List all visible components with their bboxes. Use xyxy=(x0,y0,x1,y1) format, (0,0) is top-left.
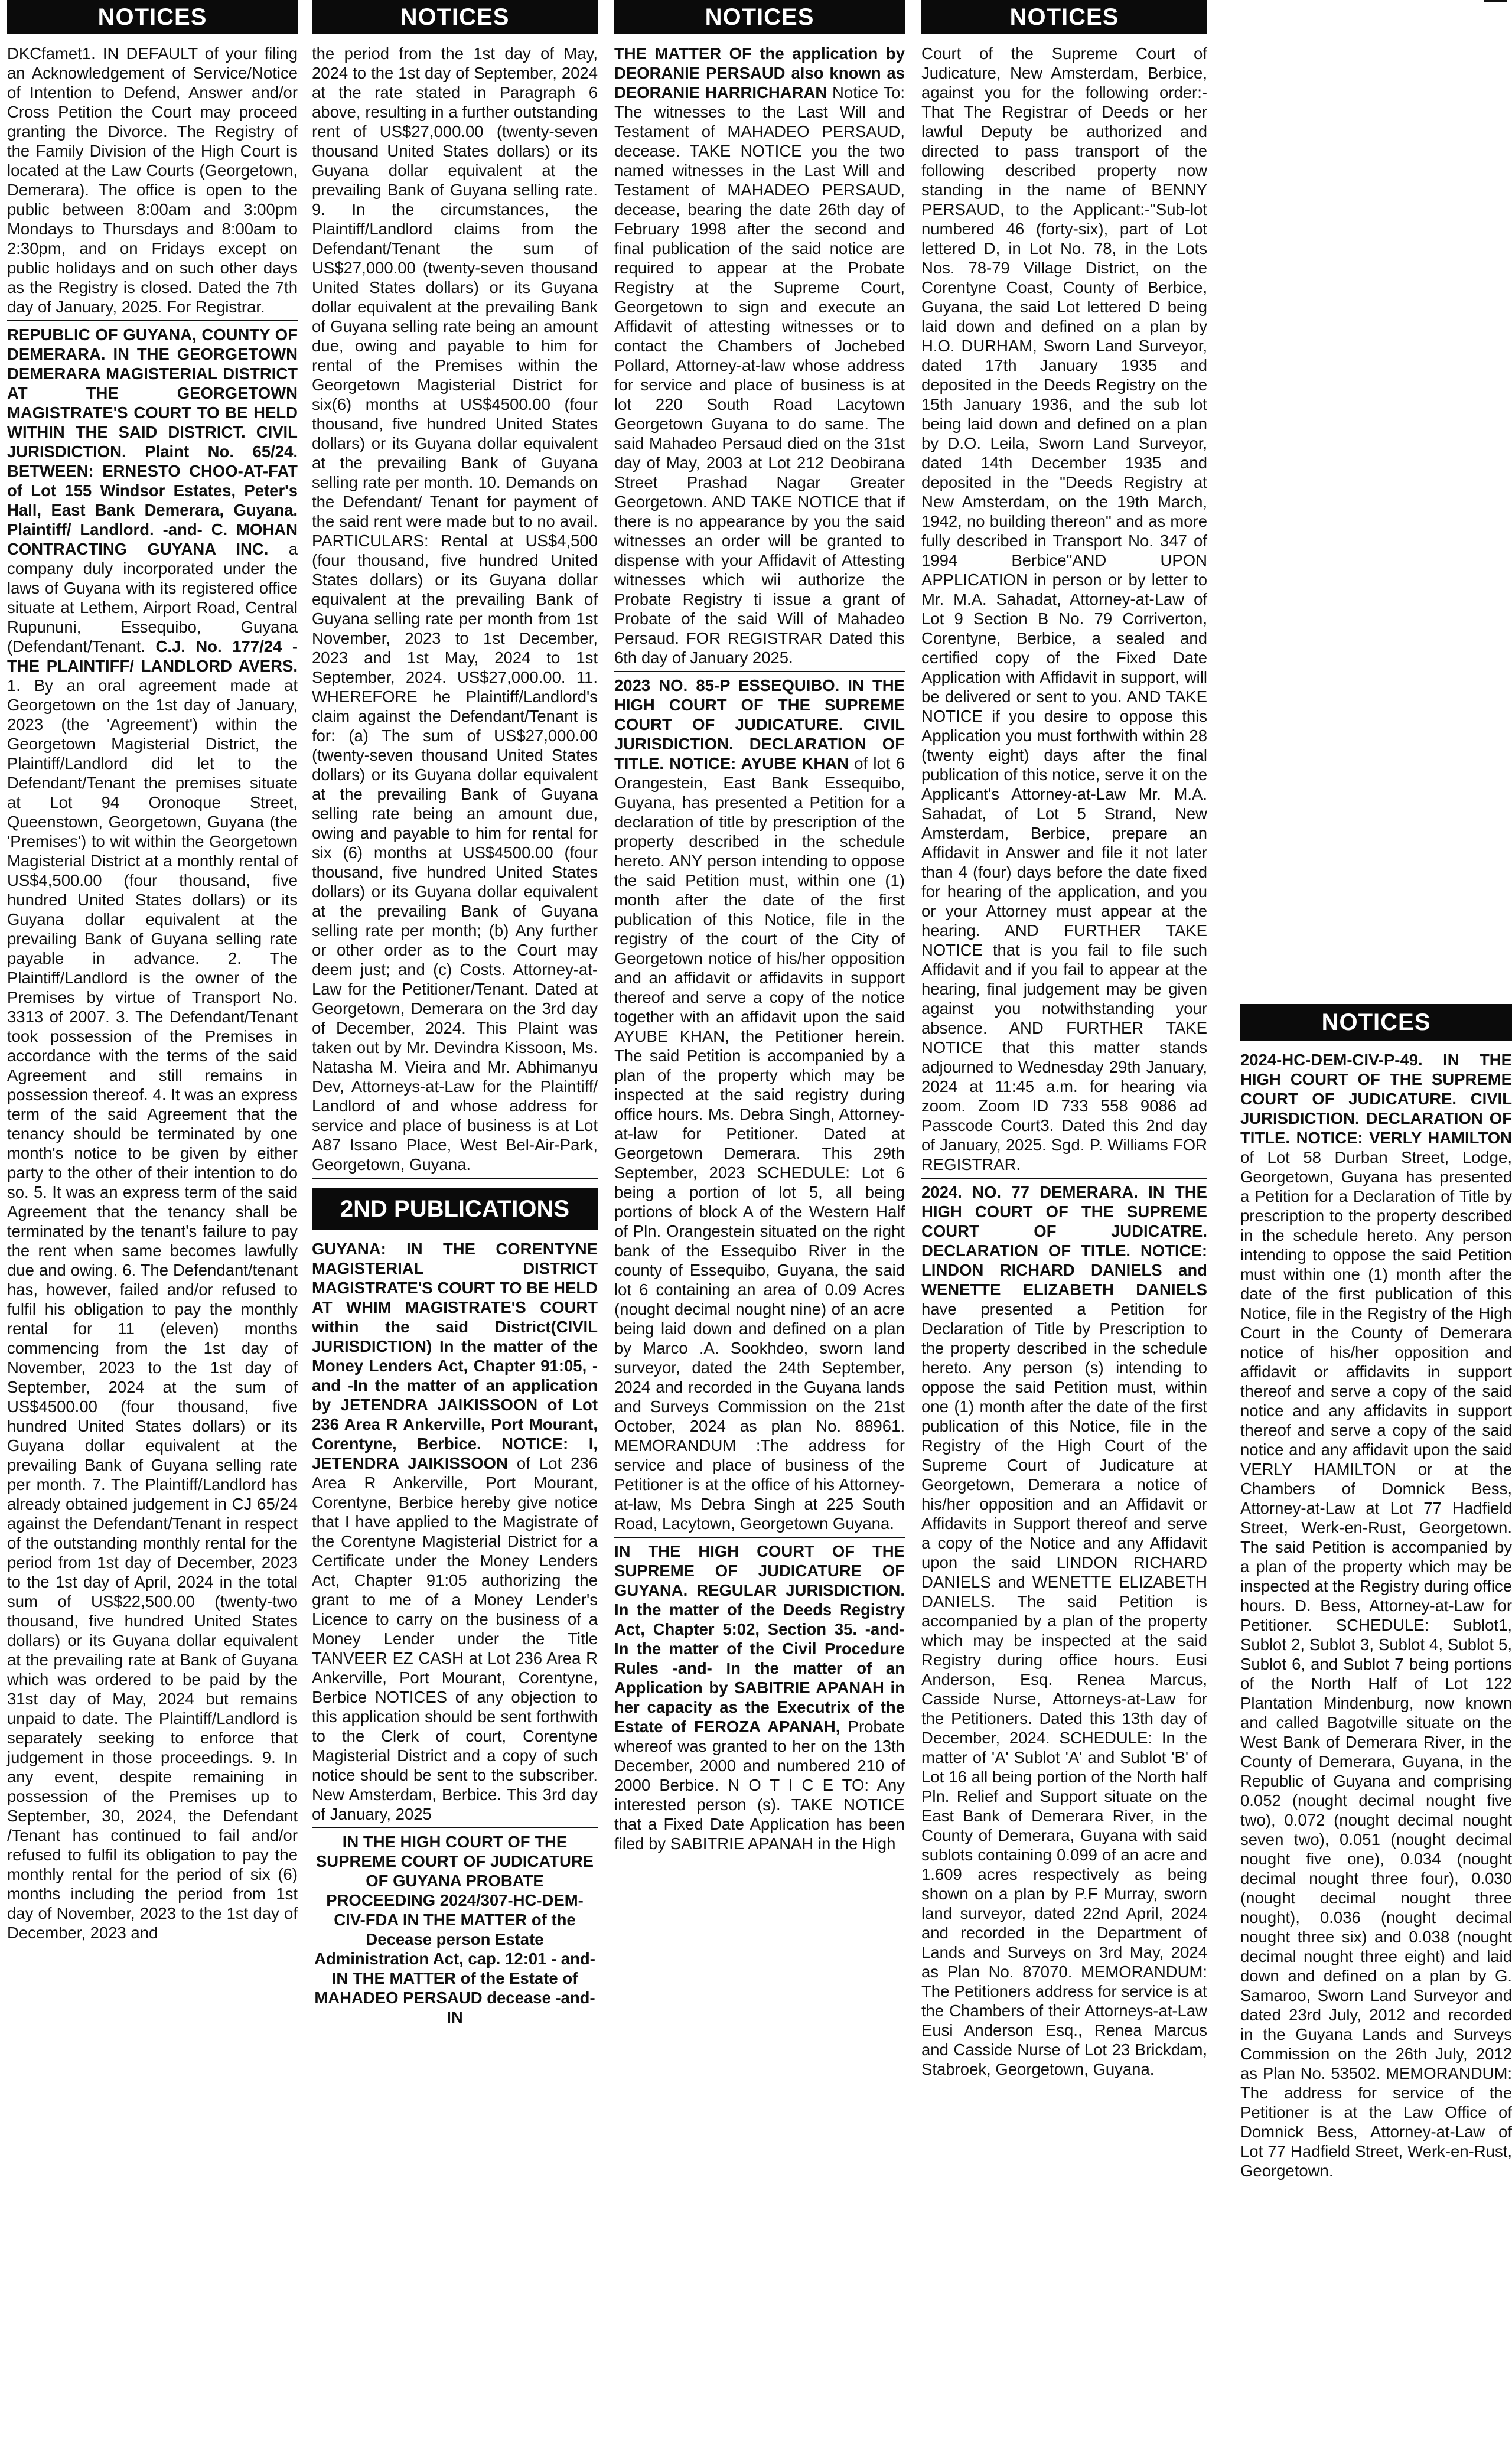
notice-plaint-continuation: the period from the 1st day of May, 2024 to the 1st day of September, 2024 at the rate stated in Paragraph 6 above, resulting in a further outstanding rent of US$27,000.00 (twenty-seven thousand United States dollars) or its Guyana dollar equivalent at the prevailing Bank of Guyana selling rate. 9. In the circumstances, the Plaintiff/Landlord claims from the Defendant/Tenant the sum of US$27,000.00 (twenty-seven thousand United States dollars) or its Guyana dollar equivalent at the prevailing Bank of Guyana selling rate being an amount due, owing and payable to him for rental of the Premises within the Georgetown Magisterial District for six(6) months at US$4500.00 (four thousand, five hundred United States dollars) or its Guyana dollar equivalent at the prevailing Bank of Guyana selling rate per month. 10. Demands on the Defendant/ Tenant for payment of the said rent were made but to no avail. PARTICULARS: Rental at US$4,500 (four thousand, five hundred United States dollars) or its Guyana dollar equivalent at the prevailing Bank of Guyana selling rate per month from 1st November, 2023 to 1st December, 2023 and 1st May, 2024 to 1st September, 2024. US$27,000.00. 11. WHEREFORE he Plaintiff/Landlord's claim against the Defendant/Tenant is for: (a) The sum of US$27,000.00 (twenty-seven thousand United States dollars) or its Guyana dollar equivalent at the prevailing Bank of Guyana selling rate being an amount due, owing and payable to him for rental for six (6) months at US$4500.00 (four thousand, five hundred United States dollars) or its Guyana dollar equivalent at the prevailing Bank of Guyana selling rate per month; (b) Any further or other order as to the Court may deem just; and (c) Costs. Attorney-at-Law for the Petitioner/Tenant. Dated at Georgetown, Demerara on the 3rd day of December, 2024. This Plaint was taken out by Mr. Devindra Kissoon, Ms. Natasha M. Vieira and Mr. Abhimanyu Dev, Attorneys-at-Law for the Plaintiff/ Landlord of and whose address for service and place of business is at Lot A87 Issano Place, West Bel-Air-Park, Georgetown, Guyana. xyxy=(312,44,598,1179)
notice-heading: REPUBLIC OF GUYANA, COUNTY OF DEMERARA. IN THE GEORGETOWN DEMERARA MAGISTERIAL DISTRICT AT THE GEORGETOWN MAGISTRATE'S COURT TO BE HELD WITHIN THE SAID DISTRICT. CIVIL JURISDICTION. Plaint No. 65/24. BETWEEN: ERNESTO CHOO-AT-FAT of Lot 155 Windsor Estates, Peter's Hall, East Bank Demerara, Guyana. Plaintiff/ Landlord. -and- C. MOHAN CONTRACTING GUYANA INC. xyxy=(7,325,298,558)
notice-heading: 2023 NO. 85-P ESSEQUIBO. IN THE HIGH COURT OF THE SUPREME COURT OF JUDICATURE. CIVIL JURISDICTION. DECLARATION OF TITLE. NOTICE: AYUBE KHAN xyxy=(614,676,905,772)
notice-probate-deoranie xyxy=(614,44,905,672)
top-right-rule xyxy=(1484,0,1507,2)
section-header-notices: NOTICES xyxy=(312,0,598,34)
column-3 xyxy=(614,0,905,1860)
notice-fixed-date-application: Court of the Supreme Court of Judicature, New Amsterdam, Berbice, against you for the following order:- That The Registrar of Deeds or her lawful Deputy be authorized and directed to pass transport of the following described property now standing in the name of BENNY PERSAUD, to the Applicant:-"Sub-lot numbered 46 (forty-six), part of Lot lettered D, in Lot No. 78, in the Lots Nos. 78-79 Village District, on the Corentyne Coast, County of Berbice, Guyana, the said Lot lettered D being laid down and defined on a plan by H.O. DURHAM, Sworn Land Surveyor, dated 17th January 1935 and deposited in the Deeds Registry on the 15th January 1936, and the sub lot being laid down and defined on a plan by D.O. Leila, Sworn Land Surveyor, dated 14th December 1935 and deposited in the "Deeds Registry at New Amsterdam, on the 19th March, 1942, no building thereon" and as more fully described in Transport No. 347 of 1994 Berbice"AND UPON APPLICATION in person or by letter to Mr. M.A. Sahadat, Attorney-at-Law of Lot 9 Section B No. 79 Corriverton, Corentyne, Berbice, a sealed and certified copy of the Fixed Date Application with Affidavit in support, will be delivered or sent to you. AND TAKE NOTICE if you desire to oppose this Application you must forthwith within 28 (twenty eight) days after the final publication of this notice, serve it on the Applicant's Attorney-at-Law Mr. M.A. Sahadat, of Lot 5 Strand, New Amsterdam, Berbice, prepare an Affidavit in Answer and file it not later than 4 (four) days before the date fixed for hearing of the application, and you or your Attorney must appear at the hearing. AND FURTHER TAKE NOTICE that is you fail to file such Affidavit and if you fail to appear at the hearing, final judgement may be given against you notwithstanding your absence. AND FURTHER TAKE NOTICE that this matter stands adjourned to Wednesday 29th January, 2024 at 11:45 a.m. for hearing via zoom. Zoom ID 733 558 9086 ad Passcode Court3. Dated this 2nd day of January, 2025. Sgd. P. Williams FOR REGISTRAR. xyxy=(921,44,1207,1179)
notice-body: Probate whereof was granted to her on the 13th December, 2000 and numbered 210 of 2000 Berbice. N O T I C E TO: Any interested person (s). TAKE NOTICE that a Fixed Date Application has been filed by SABITRIE APANAH in the High xyxy=(614,1717,905,1853)
notice-ayube-khan xyxy=(614,676,905,1538)
notice-sabitrie-apanah xyxy=(614,1541,905,1857)
section-header-notices: NOTICES xyxy=(921,0,1207,34)
notice-plaint-65-24 xyxy=(7,325,298,1946)
section-header-2nd-publications: 2ND PUBLICATIONS xyxy=(312,1188,598,1230)
section-header-notices: NOTICES xyxy=(614,0,905,34)
notice-body: of lot 6 Orangestein, East Bank Essequibo, Guyana, has presented a Petition for a declaration of title by prescription of the property described in the schedule hereto. ANY person intending to oppose the said Petition must, within one (1) month after the date of the first publication of this Notice, file in the registry of the court of the City of Georgetown notice of his/her opposition and an affidavit or affidavits in support thereof and serve a copy of the notice together with an affidavit upon the said AYUBE KHAN, the Petitioner herein. The said Petition is accompanied by a plan of the property which may be inspected at the said registry during office hours. Ms. Debra Singh, Attorney-at-law for Petitioner. Dated at Georgetown Demerara. This 29th September, 2023 SCHEDULE: Lot 6 being a portion of lot 5, all being portions of block A of the Western Half of Pln. Orangestein situated on the right bank of the Essequibo River in the county of Essequibo, Guyana, the said lot 6 containing an area of 0.09 Acres (nought decimal nought nine) of an acre being laid down and defined on a plan by Marco .A. Sookhdeo, sworn land surveyor, dated the 24th September, 2024 and recorded in the Guyana lands and Surveys Commission on the 21st October, 2024 as plan No. 88961. MEMORANDUM :The address for service and place of business of the Petitioner is at the office of his Attorney-at-law, Ms Debra Singh at 225 South Road, Lacytown, Georgetown Guyana. xyxy=(614,754,905,1533)
notice-money-lenders xyxy=(312,1239,598,1828)
notice-heading: 2024-HC-DEM-CIV-P-49. IN THE HIGH COURT OF THE SUPREME COURT OF JUDICATURE. CIVIL JURISDICTION. DECLARATION OF TITLE. NOTICE: VERLY HAMILTON xyxy=(1240,1051,1512,1147)
notice-heading: IN THE HIGH COURT OF THE SUPREME OF JUDICATURE OF GUYANA. REGULAR JURISDICTION. In the matter of the Deeds Registry Act, Chapter 5:02, Section 35. -and- In the matter of the Civil Procedure Rules -and- In the matter of an Application by SABITRIE APANAH in her capacity as the Executrix of the Estate of FEROZA APANAH, xyxy=(614,1542,905,1736)
notice-heading: GUYANA: IN THE CORENTYNE MAGISTERIAL DISTRICT MAGISTRATE'S COURT TO BE HELD AT WHIM MAGISTRATE'S COURT within the said District(CIVIL JURISDICTION) In the matter of the Money Lenders Act, Chapter 91:05, - and -In the matter of an application by JETENDRA JAIKISSOON of Lot 236 Area R Ankerville, Port Mourant, Corentyne, Berbice. NOTICE: I, JETENDRA JAIKISSOON xyxy=(312,1240,598,1472)
notice-heading: 2024. NO. 77 DEMERARA. IN THE HIGH COURT OF THE SUPREME COURT OF JUDICATRE. DECLARATION OF TITLE. NOTICE: LINDON RICHARD DANIELS and WENETTE ELIZABETH DANIELS xyxy=(921,1183,1207,1299)
notice-daniels xyxy=(921,1182,1207,2082)
notice-divorce-registry: DKCfamet1. IN DEFAULT of your filing an Acknowledgement of Service/Notice of Intention to Defend, Answer and/or Cross Petition the Court may proceed granting the Divorce. The Registry of the Family Division of the High Court is located at the Law Courts (Georgetown, Demerara). The office is open to the public between 8:00am and 3:00pm Mondays to Thursdays and 8:00am to 2:30pm, and on Fridays except on public holidays and on such other days as the Registry is closed. Dated the 7th day of January, 2025. For Registrar. xyxy=(7,44,298,321)
column-2 xyxy=(312,0,598,2034)
section-header-notices: NOTICES xyxy=(7,0,298,34)
notice-body: of Lot 58 Durban Street, Lodge, Georgetown, Guyana has presented a Petition for a Declaration of Title by prescription to the property described in the schedule hereto. Any person intending to oppose the said Petition must within one (1) month after the date of the first publication of this Notice, file in the Registry of the High Court in the County of Demerara notice of his/her opposition and affidavit or affidavits in support thereof and serve a copy of the said notice and any affidavits in support thereof and serve a copy of the said notice and any affidavit upon the said VERLY HAMILTON or at the Chambers of Domnick Bess, Attorney-at-Law at Lot 77 Hadfield Street, Werk-en-Rust, Georgetown. The said Petition is accompanied by a plan of the property which may be inspected at the Registry during office hours. D. Bess, Attorney-at-Law for Petitioner. SCHEDULE: Sublot1, Sublot 2, Sublot 3, Sublot 4, Sublot 5, Sublot 6, and Sublot 7 being portions of the North Half of Lot 122 Plantation Mindenburg, now known and called Bagotville situate on the West Bank of Demerara River, in the County of Demerara, Guyana, in the Republic of Guyana and comprising 0.052 (nought decimal nought five two), 0.072 (nought decimal nought seven two), 0.051 (nought decimal nought five one), 0.034 (nought decimal nought three four), 0.030 (nought decimal nought three nought), 0.036 (nought decimal nought three six) and 0.038 (nought decimal nought three eight) and laid down and defined on a plan by G. Samaroo, Sworn Land Surveyor and dated 23rd July, 2012 and recorded in the Guyana Lands and Surveys Commission on the 26th July, 2012 as Plan No. 53502. MEMORANDUM: The address for service of the Petitioner is at the Law Office of Domnick Bess, Attorney-at-Law of Lot 77 Hadfield Street, Werk-en-Rust, Georgetown. xyxy=(1240,1148,1512,2180)
column-5 xyxy=(1240,1004,1512,2188)
notice-body: Notice To: The witnesses to the Last Will and Testament of MAHADEO PERSAUD, decease. TAKE NOTICE you the two named witnesses in the Last Will and Testament of MAHADEO PERSAUD, decease, bearing the date 26th day of February 1998 after the second and final publication of the said notice are required to appear at the Probate Registry at the Supreme Court, Georgetown to sign and execute an Affidavit of attesting witnesses or to contact the Chambers of Jochebed Pollard, Attorney-at-law whose address for service and place of business is at lot 220 South Road Lacytown Georgetown Guyana to do same. The said Mahadeo Persaud died on the 31st day of May, 2003 at Lot 212 Deobirana Street Prashad Nagar Greater Georgetown. AND TAKE NOTICE that if there is no appearance by you the said witnesses an order will be granted to dispense with your Affidavit of Attesting witnesses which wii authorize the Probate Registry ti issue a grant of Probate of the said Will of Mahadeo Persaud. FOR REGISTRAR Dated this 6th day of January 2025. xyxy=(614,83,905,667)
notice-body: have presented a Petition for Declaration of Title by Prescription to the property described in the schedule hereto. Any person (s) intending to oppose the said Petition must, within one (1) month after the date of the first publication of this Notice, file in the Registry of the High Court of the Supreme Court of Judicature at Georgetown, Demerara a notice of his/her opposition and an Affidavit or Affidavits in Support thereof and serve a copy of the Notice and any Affidavit upon the said LINDON RICHARD DANIELS and WENETTE ELIZABETH DANIELS. The said Petition is accompanied by a plan of the property which may be inspected at the said Registry during office hours. Eusi Anderson, Esq. Renea Marcus, Casside Nurse, Attorneys-at-Law for the Petitioners. Dated this 13th day of December, 2024. SCHEDULE: In the matter of 'A' Sublot 'A' and Sublot 'B' of Lot 16 all being portion of the North half Pln. Relief and Support situate on the East Bank of Demerara River, in the County of Demerara, Guyana with said sublots containing 0.099 of an acre and 1.609 acres respectively as being shown on a plan by P.F Murray, sworn land surveyor, dated 22nd April, 2024 and recorded in the Department of Lands and Surveys on 3rd May, 2024 as Plan No. 87070. MEMORANDUM: The Petitioners address for service is at the Chambers of their Attorneys-at-Law Eusi Anderson Esq., Renea Marcus and Casside Nurse of Lot 23 Brickdam, Stabroek, Georgetown, Guyana. xyxy=(921,1300,1207,2078)
notice-body: of Lot 236 Area R Ankerville, Port Mourant, Corentyne, Berbice hereby give notice that I have applied to the Magistrate of the Corentyne Magisterial District for a Certificate under the Money Lenders Act, Chapter 91:05 authorizing the grant to me of a Money Lender's Licence to carry on the business of a Money Lender under the Title TANVEER EZ CASH at Lot 236 Area R Ankerville, Port Mourant, Corentyne, Berbice NOTICES of any objection to this application should be sent forthwith to the Clerk of court, Corentyne Magisterial District and a copy of such notice should be sent to the subscriber. New Amsterdam, Berbice. This 3rd day of January, 2025 xyxy=(312,1454,598,1823)
notice-heading: THE MATTER OF the application by DEORANIE PERSAUD also known as DEORANIE HARRICHARAN xyxy=(614,44,905,102)
section-header-notices: NOTICES xyxy=(1240,1004,1512,1041)
notice-body: a company duly incorporated under the laws of Guyana with its registered office situate at Lethem, Airport Road, Central Rupununi, Essequibo, Guyana (Defendant/Tenant. xyxy=(7,540,298,656)
notice-heading: IN THE HIGH COURT OF THE SUPREME COURT OF JUDICATURE OF GUYANA PROBATE PROCEEDING 2024/307-HC-DEM-CIV-FDA IN THE MATTER of the Decease person Estate Administration Act, cap. 12:01 - and- IN THE MATTER of the Estate of MAHADEO PERSAUD decease -and- IN xyxy=(314,1833,595,2026)
notice-body: 1. By an oral agreement made at Georgetown on the 1st day of January, 2023 (the 'Agreement') within the Georgetown Magisterial District, the Plaintiff/Landlord did let to the Defendant/Tenant the premises situate at Lot 94 Oronoque Street, Queenstown, Georgetown, Guyana (the 'Premises') to wit within the Georgetown Magisterial District at a monthly rental of US$4,500.00 (four thousand, five hundred United States dollars) or its Guyana dollar equivalent at the prevailing Bank of Guyana selling rate payable in advance. 2. The Plaintiff/Landlord is the owner of the Premises by virtue of Transport No. 3313 of 2007. 3. The Defendant/Tenant took possession of the Premises in accordance with the terms of the said Agreement and still remains in possession thereof. 4. It was an express term of the said Agreement that the tenancy should be terminated by one month's notice to be given by either party to the other of their intention to do so. 5. It was an express term of the said Agreement that the tenancy shall be terminated by the tenant's failure to pay the rent when same becomes lawfully due and owing. 6. The Defendant/tenant has, however, failed and/or refused to fulfil his obligation to pay the monthly rental for 11 (eleven) months commencing from the 1st day of November, 2023 to the 1st day of September, 2024 at the sum of US$4500.00 (four thousand, five hundred United States dollars) or its Guyana dollar equivalent at the prevailing Bank of Guyana selling rate per month. 7. The Plaintiff/Landlord has already obtained judgement in CJ 65/24 against the Defendant/Tenant in respect of the outstanding monthly rental for the period from 1st day of December, 2023 to the 1st day of April, 2024 in the total sum of US$22,500.00 (twenty-two thousand, five hundred United States dollars) or its Guyana dollar equivalent at the prevailing rate at Bank of Guyana which was ordered to be paid by the 31st day of May, 2024 but remains unpaid to date. The Plaintiff/Landlord is separately seeking to enforce that judgement in those proceedings. 9. In any event, despite remaining in possession of the Premises up to September, 30, 2024, the Defendant /Tenant has continued to fail and/or refused to fulfil its obligation to pay the monthly rental for the period of six (6) months including the period from 1st day of November, 2023 to the 1st day of December, 2023 and xyxy=(7,676,298,1942)
column-4 xyxy=(921,0,1207,2086)
column-1 xyxy=(7,0,298,1950)
notice-probate-mahadeo xyxy=(312,1832,598,2030)
notice-heading: C.J. No. 177/24 - THE PLAINTIFF/ LANDLORD AVERS. xyxy=(7,637,298,675)
notice-verly-hamilton xyxy=(1240,1050,1512,2184)
